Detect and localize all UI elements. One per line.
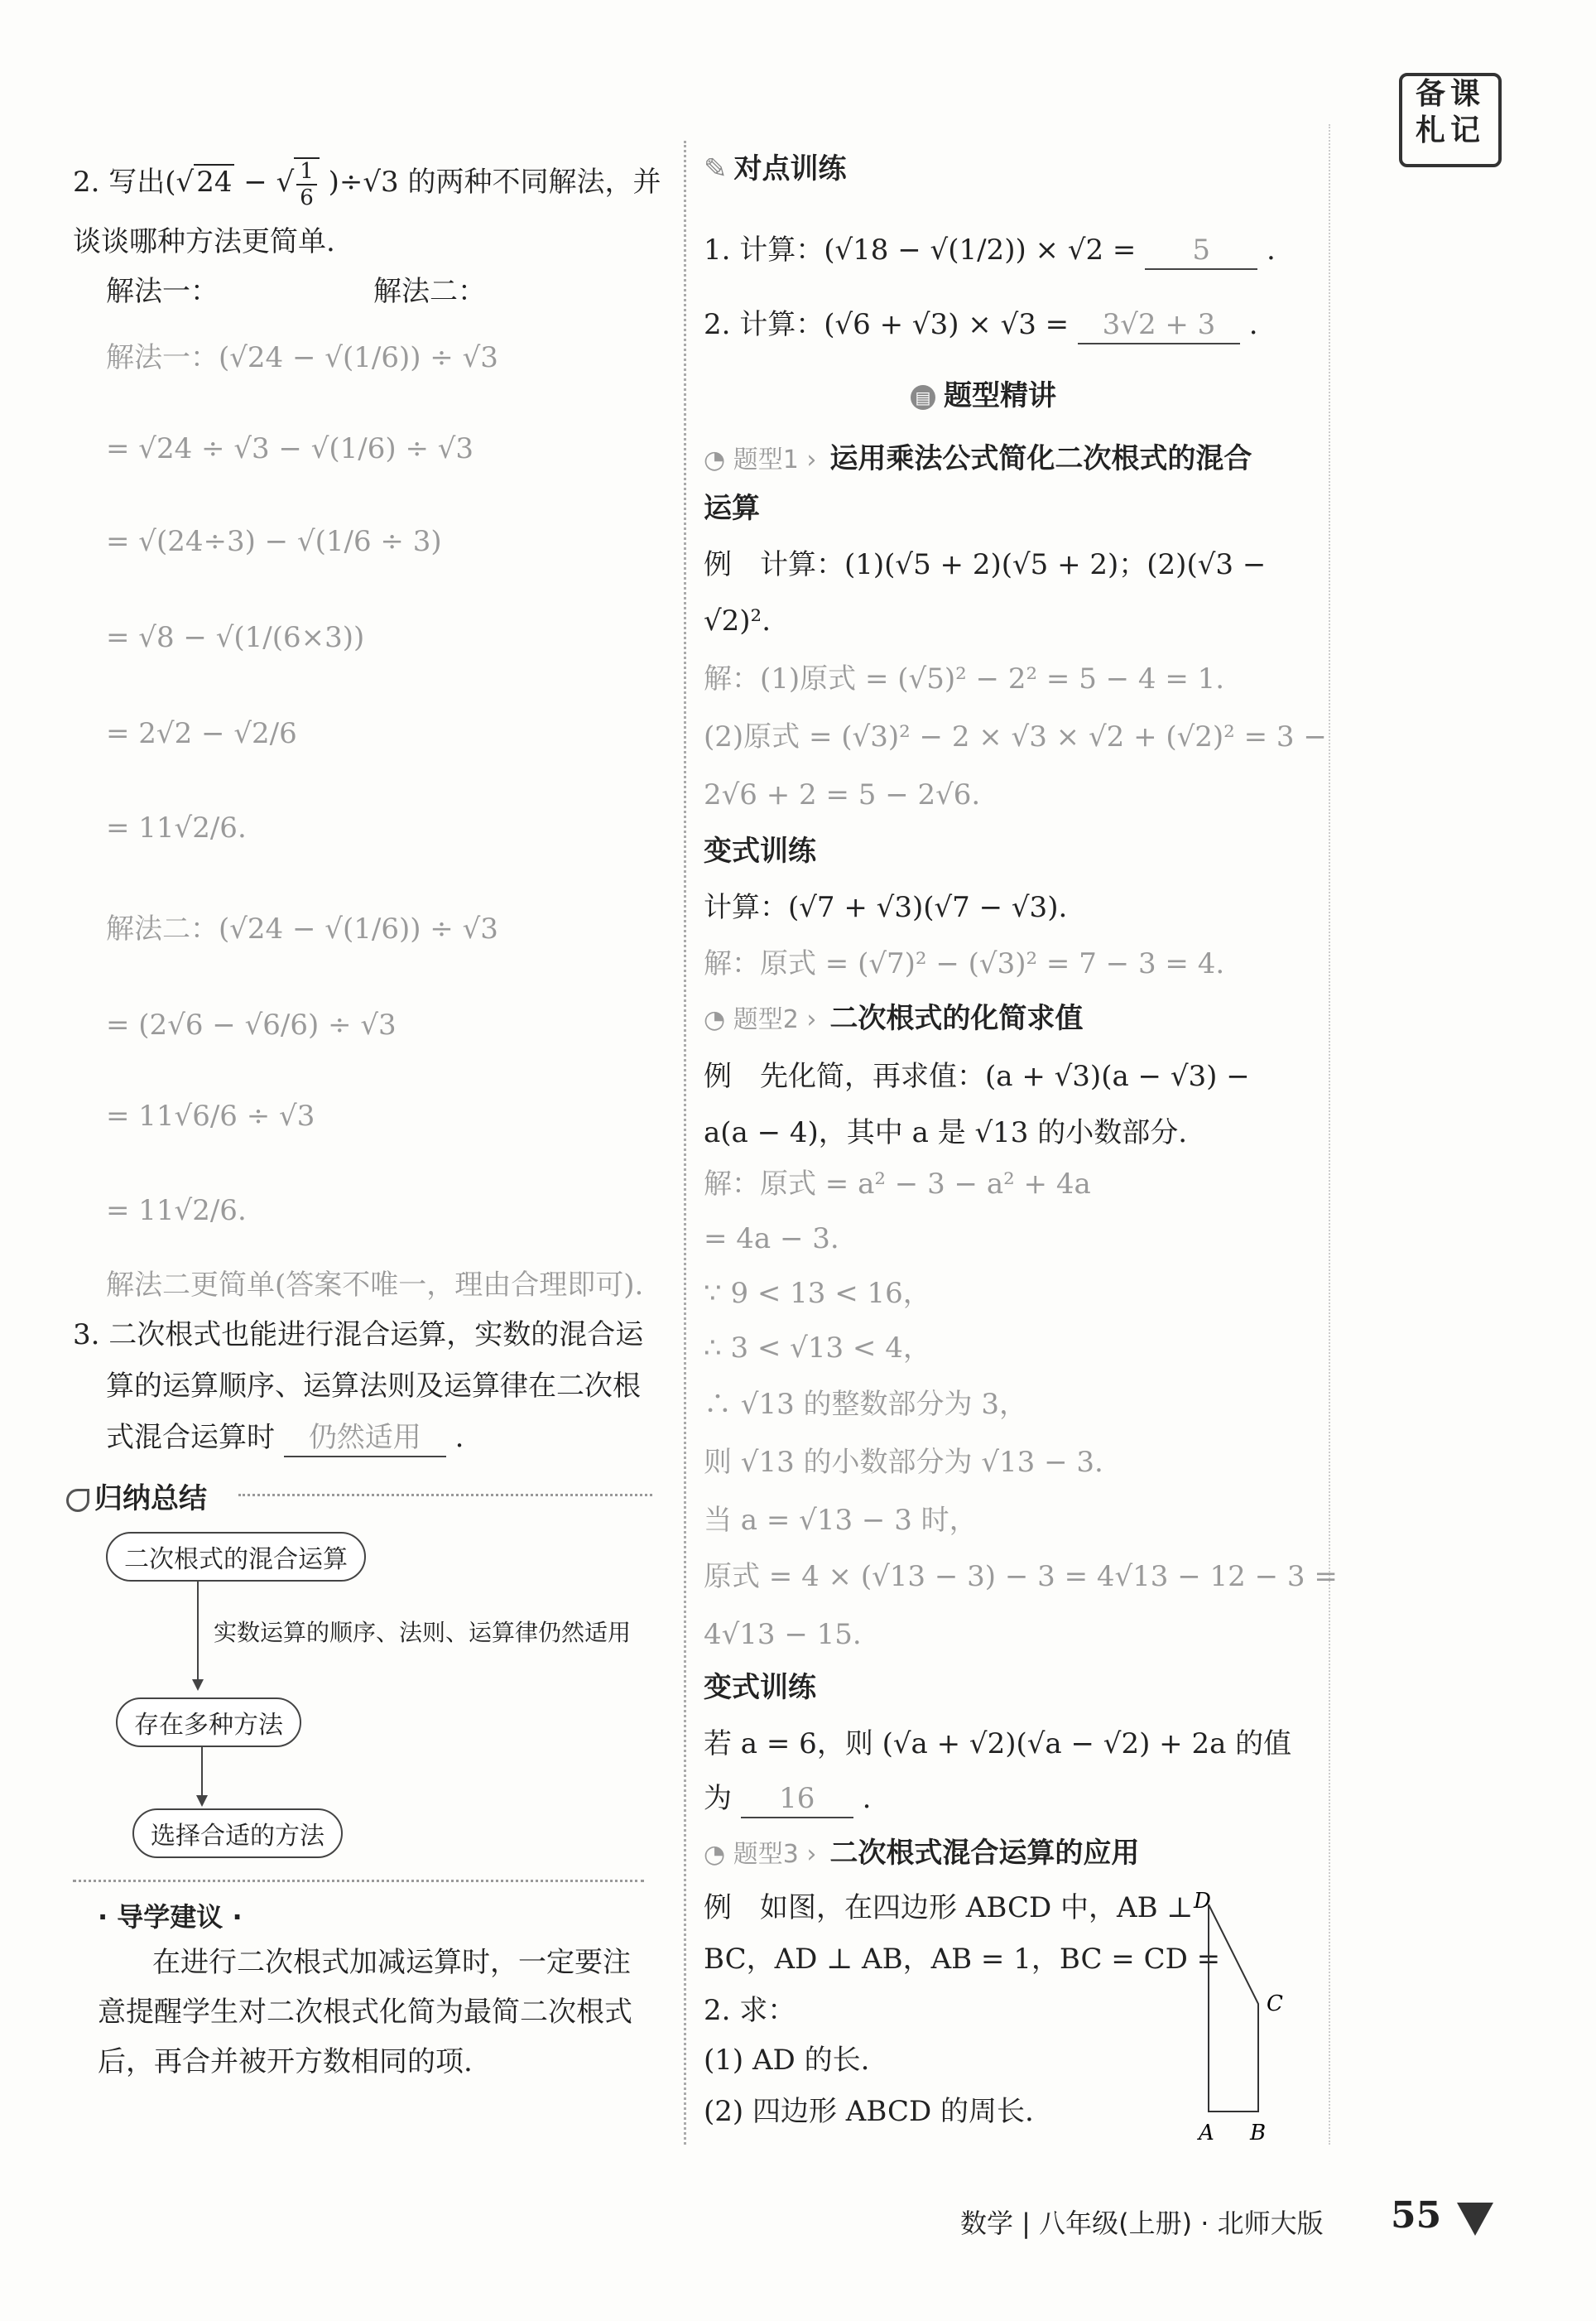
flow-arrow-1 <box>197 1580 199 1689</box>
type1-variant-question: 计算：(√7 + √3)(√7 − √3). <box>704 891 1068 924</box>
quadrilateral-figure <box>1192 1888 1308 2153</box>
method1-line2: = √24 ÷ √3 − √(1/6) ÷ √3 <box>106 432 474 465</box>
guide-line2: 意提醒学生对二次根式化简为最简二次根式 <box>98 1996 632 2029</box>
type1-solution-2: (2)原式 = (√3)² − 2 × √3 × √2 + (√2)² = 3 − <box>704 720 1327 754</box>
type2-solution-8: 原式 = 4 × (√13 − 3) − 3 = 4√13 − 12 − 3 = <box>704 1560 1338 1593</box>
type1-variant-solution: 解：原式 = (√7)² − (√3)² = 7 − 3 = 4. <box>704 947 1225 980</box>
practice-q2-blank: 3√2 + 3 <box>1078 306 1240 344</box>
corner-arrow-icon <box>1457 2203 1493 2236</box>
practice-q1-blank: 5 <box>1145 232 1257 270</box>
type2-solution-1: 解：原式 = a² − 3 − a² + 4a <box>704 1168 1091 1201</box>
q2-line2: 谈谈哪种方法更简单. <box>73 225 335 258</box>
method2-line3: = 11√6/6 ÷ √3 <box>106 1100 315 1133</box>
q2-line1: 2. 写出(√24 − √ $\frac{1}{6}$ )÷√3 的两种不同解法，并 <box>73 159 661 210</box>
type1-title: ◔ 题型1 › 运用乘法公式简化二次根式的混合 <box>704 442 1252 475</box>
label-a: A <box>1199 2121 1214 2145</box>
type1-solution-1: 解：(1)原式 = (√5)² − 2² = 5 − 4 = 1. <box>704 662 1225 696</box>
quadrilateral-outline <box>1209 1904 1258 2112</box>
q2-prefix: 2. 写出( <box>73 166 176 199</box>
type3-example-4: (1) AD 的长. <box>704 2044 870 2077</box>
type1-example-1: 例 计算：(1)(√5 + 2)(√5 + 2)；(2)(√3 − <box>704 548 1267 581</box>
flow-box-choose-method: 选择合适的方法 <box>132 1808 343 1858</box>
type2-variant-blank: 16 <box>741 1780 853 1818</box>
type2-solution-2: = 4a − 3. <box>704 1222 839 1255</box>
practice-q1: 1. 计算：(√18 − √(1/2)) × √2 = 5 . <box>704 232 1276 270</box>
q3-line3: 式混合运算时 仍然适用 . <box>106 1419 464 1457</box>
q2-tail: )÷√3 的两种不同解法，并 <box>328 166 661 199</box>
q3-line1: 3. 二次根式也能进行混合运算，实数的混合运 <box>73 1318 644 1351</box>
guide-top-dash <box>73 1880 644 1882</box>
label-d: D <box>1194 1889 1211 1914</box>
flow-box-mixed-operation: 二次根式的混合运算 <box>106 1532 366 1582</box>
type3-example-1: 例 如图，在四边形 ABCD 中，AB ⊥ <box>704 1891 1194 1924</box>
type1-variant-title: 变式训练 <box>704 835 816 868</box>
flow-arrow-2 <box>201 1746 203 1805</box>
flow-note: 实数运算的顺序、法则、运算律仍然适用 <box>214 1619 632 1646</box>
type1-title-2: 运算 <box>704 492 760 525</box>
label-b: B <box>1250 2121 1267 2145</box>
practice-q2: 2. 计算：(√6 + √3) × √3 = 3√2 + 3 . <box>704 306 1258 344</box>
guide-line3: 后，再合并被开方数相同的项. <box>98 2045 473 2078</box>
method1-line1: 解法一：(√24 − √(1/6)) ÷ √3 <box>106 341 498 374</box>
method1-line6: = 11√2/6. <box>106 811 247 845</box>
q2-minus: − <box>243 166 267 199</box>
type3-title: ◔ 题型3 › 二次根式混合运算的应用 <box>704 1837 1140 1870</box>
book-icon: ▤ <box>911 385 935 410</box>
q2-frac: $\frac{1}{6}$ <box>294 157 320 210</box>
type2-tag: ◔ 题型2 › <box>704 1005 817 1034</box>
type2-solution-4: ∴ 3 < √13 < 4， <box>704 1331 931 1365</box>
column-divider <box>684 141 686 2145</box>
type1-solution-3: 2√6 + 2 = 5 − 2√6. <box>704 778 981 811</box>
type3-example-5: (2) 四边形 ABCD 的周长. <box>704 2095 1034 2128</box>
method1-line3: = √(24÷3) − √(1/6 ÷ 3) <box>106 525 442 558</box>
type2-solution-3: ∵ 9 < 13 < 16， <box>704 1277 931 1310</box>
label-c: C <box>1267 1991 1283 2016</box>
stamp-row-1: 备课 <box>1415 77 1485 111</box>
type2-solution-9: 4√13 − 15. <box>704 1618 862 1651</box>
summary-icon <box>66 1489 89 1512</box>
notes-margin-rule <box>1329 124 1330 2145</box>
method1-line4: = √8 − √(1/(6×3)) <box>106 621 365 654</box>
type2-variant-line2: 为 16 . <box>704 1780 871 1818</box>
type2-example-1: 例 先化简，再求值：(a + √3)(a − √3) − <box>704 1060 1250 1093</box>
method-conclusion: 解法二更简单(答案不唯一，理由合理即可). <box>106 1269 644 1302</box>
methods-header: 解法一： 解法二： <box>106 275 486 308</box>
type3-example-3: 2. 求： <box>704 1994 796 2027</box>
method2-line2: = (2√6 − √6/6) ÷ √3 <box>106 1009 397 1042</box>
type2-variant-title: 变式训练 <box>704 1671 816 1704</box>
q3-answer-blank: 仍然适用 <box>284 1419 446 1457</box>
guide-line1: 在进行二次根式加减运算时，一定要注 <box>152 1946 631 1979</box>
type2-title: ◔ 题型2 › 二次根式的化简求值 <box>704 1002 1084 1035</box>
type3-example-2: BC，AD ⊥ AB，AB = 1，BC = CD = <box>704 1943 1221 1976</box>
type2-example-2: a(a − 4)，其中 a 是 √13 的小数部分. <box>704 1116 1188 1149</box>
method1-line5: = 2√2 − √2/6 <box>106 717 297 750</box>
type2-solution-6: 则 √13 的小数部分为 √13 − 3. <box>704 1446 1103 1479</box>
type1-example-2: √2)². <box>704 604 771 638</box>
type3-tag: ◔ 题型3 › <box>704 1840 817 1869</box>
type2-solution-7: 当 a = √13 − 3 时， <box>704 1504 978 1537</box>
type2-variant-line1: 若 a = 6，则 (√a + √2)(√a − √2) + 2a 的值 <box>704 1727 1292 1760</box>
practice-title: ✎ 对点训练 <box>704 152 847 185</box>
guide-title: · 导学建议 · <box>98 1901 243 1933</box>
method2-line1: 解法二：(√24 − √(1/6)) ÷ √3 <box>106 913 498 946</box>
type2-solution-5: ∴ √13 的整数部分为 3， <box>704 1388 1027 1421</box>
q2-sqrt24: 24 <box>194 164 234 199</box>
summary-title: 归纳总结 <box>66 1476 207 1516</box>
lesson-notes-stamp <box>1399 73 1502 167</box>
flow-box-multiple-methods: 存在多种方法 <box>116 1697 301 1747</box>
pencil-icon: ✎ <box>704 152 728 185</box>
types-title: ▤ 题型精讲 <box>911 373 1056 413</box>
type1-tag: ◔ 题型1 › <box>704 445 817 474</box>
summary-dash <box>238 1494 652 1496</box>
stamp-row-2: 札记 <box>1415 113 1485 147</box>
page-number: 55 <box>1391 2194 1442 2237</box>
method2-line4: = 11√2/6. <box>106 1194 247 1227</box>
footer-book-title: 数学 | 八年级(上册) · 北师大版 <box>960 2208 1324 2239</box>
q3-line2: 算的运算顺序、运算法则及运算律在二次根 <box>106 1370 641 1403</box>
